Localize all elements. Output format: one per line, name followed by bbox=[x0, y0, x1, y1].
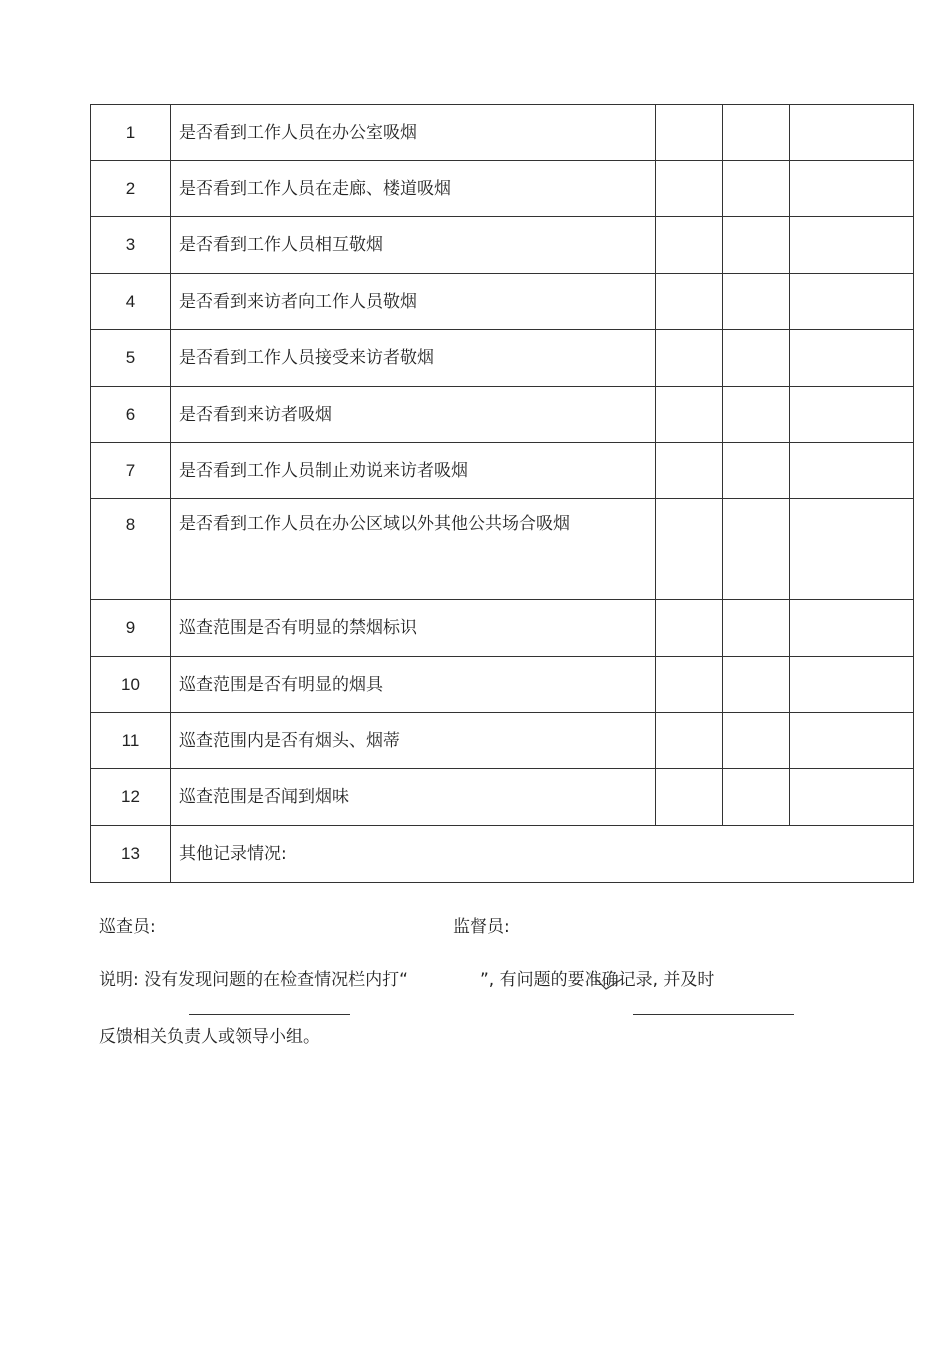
remark-cell bbox=[790, 769, 914, 826]
check-cell bbox=[723, 713, 790, 769]
note-suffix: ”, 有问题的要准确记录, 并及时 bbox=[479, 970, 715, 990]
check-cell bbox=[723, 330, 790, 387]
table-row bbox=[91, 105, 914, 161]
check-cell bbox=[656, 387, 723, 443]
row-item-text: 是否看到来访者向工作人员敬烟 bbox=[171, 274, 656, 330]
row-number: 8 bbox=[91, 499, 171, 600]
row-item-text: 是否看到来访者吸烟 bbox=[171, 387, 656, 443]
row-number: 12 bbox=[91, 769, 171, 826]
table-row bbox=[91, 713, 914, 769]
table-row bbox=[91, 443, 914, 499]
remark-cell bbox=[790, 657, 914, 713]
check-cell bbox=[723, 387, 790, 443]
row-number: 9 bbox=[91, 600, 171, 657]
table-row bbox=[91, 499, 914, 600]
row-item-label: 是否看到工作人员在办公区域以外其他公共场合吸烟 bbox=[179, 514, 570, 534]
remark-cell bbox=[790, 443, 914, 499]
row-item-text: 是否看到工作人员制止劝说来访者吸烟 bbox=[171, 443, 656, 499]
checkmark-icon bbox=[594, 975, 624, 993]
row-item-text: 巡查范围是否有明显的禁烟标识 bbox=[171, 600, 656, 657]
check-cell bbox=[656, 443, 723, 499]
check-cell bbox=[723, 499, 790, 600]
remark-cell bbox=[790, 217, 914, 274]
remark-cell bbox=[790, 330, 914, 387]
remark-cell bbox=[790, 105, 914, 161]
remark-cell bbox=[790, 161, 914, 217]
check-cell bbox=[723, 443, 790, 499]
table-row bbox=[91, 826, 914, 883]
remark-cell bbox=[790, 274, 914, 330]
check-cell bbox=[656, 769, 723, 826]
check-cell bbox=[656, 161, 723, 217]
check-cell bbox=[656, 713, 723, 769]
row-number: 13 bbox=[91, 826, 171, 883]
check-cell bbox=[723, 274, 790, 330]
row-item-text bbox=[171, 499, 656, 600]
remark-cell bbox=[790, 387, 914, 443]
row-item-text: 是否看到工作人员在走廊、楼道吸烟 bbox=[171, 161, 656, 217]
row-number: 4 bbox=[91, 274, 171, 330]
check-cell bbox=[723, 657, 790, 713]
row-item-text: 巡查范围是否闻到烟味 bbox=[171, 769, 656, 826]
check-cell bbox=[656, 217, 723, 274]
instruction-note-line2: 反馈相关负责人或领导小组。 bbox=[99, 1027, 320, 1047]
row-item-text: 其他记录情况: bbox=[171, 826, 914, 883]
inspector-signature-underline bbox=[189, 1014, 350, 1015]
inspector-label: 巡查员: bbox=[99, 917, 156, 937]
table-row bbox=[91, 161, 914, 217]
row-number: 5 bbox=[91, 330, 171, 387]
row-number: 6 bbox=[91, 387, 171, 443]
row-item-text: 是否看到工作人员接受来访者敬烟 bbox=[171, 330, 656, 387]
check-cell bbox=[723, 161, 790, 217]
table-row bbox=[91, 217, 914, 274]
check-cell bbox=[723, 600, 790, 657]
check-cell bbox=[656, 499, 723, 600]
row-item-text: 巡查范围内是否有烟头、烟蒂 bbox=[171, 713, 656, 769]
row-number: 3 bbox=[91, 217, 171, 274]
check-cell bbox=[656, 274, 723, 330]
check-cell bbox=[723, 105, 790, 161]
row-number: 2 bbox=[91, 161, 171, 217]
note-prefix: 说明: 没有发现问题的在检查情况栏内打“ bbox=[99, 970, 408, 990]
row-number: 1 bbox=[91, 105, 171, 161]
check-cell bbox=[723, 217, 790, 274]
supervisor-label: 监督员: bbox=[453, 917, 510, 937]
table-row bbox=[91, 600, 914, 657]
row-item-text: 巡查范围是否有明显的烟具 bbox=[171, 657, 656, 713]
check-cell bbox=[656, 330, 723, 387]
check-cell bbox=[656, 600, 723, 657]
row-number: 7 bbox=[91, 443, 171, 499]
row-item-text: 是否看到工作人员在办公室吸烟 bbox=[171, 105, 656, 161]
table-row bbox=[91, 330, 914, 387]
row-item-text: 是否看到工作人员相互敬烟 bbox=[171, 217, 656, 274]
table-row bbox=[91, 657, 914, 713]
supervisor-signature-underline bbox=[633, 1014, 794, 1015]
row-number: 11 bbox=[91, 713, 171, 769]
check-cell bbox=[723, 769, 790, 826]
check-cell bbox=[656, 657, 723, 713]
table-row bbox=[91, 274, 914, 330]
remark-cell bbox=[790, 499, 914, 600]
inspection-checklist-table bbox=[90, 104, 914, 883]
remark-cell bbox=[790, 600, 914, 657]
check-cell bbox=[656, 105, 723, 161]
row-number: 10 bbox=[91, 657, 171, 713]
table-row bbox=[91, 387, 914, 443]
remark-cell bbox=[790, 713, 914, 769]
table-row bbox=[91, 769, 914, 826]
